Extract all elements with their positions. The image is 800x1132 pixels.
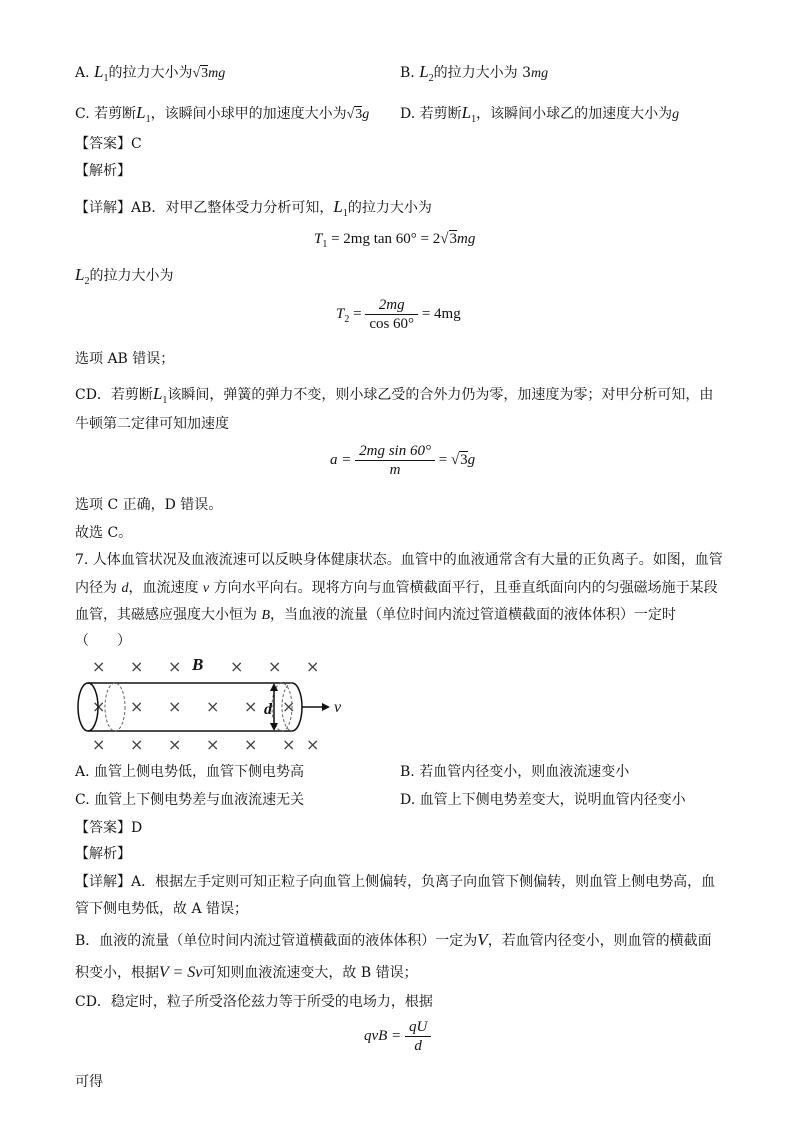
svg-text:×: ×	[92, 735, 106, 754]
magnetic-field-crosses	[92, 657, 319, 754]
q7-line4: （ ）	[75, 633, 131, 649]
svg-text:×: ×	[306, 657, 320, 676]
svg-text:×: ×	[306, 735, 320, 754]
detail-cd-2: 牛顿第二定律可知加速度	[75, 416, 229, 432]
field-label-b: B	[192, 655, 204, 674]
svg-text:×: ×	[168, 697, 182, 716]
kede-text: 可得	[75, 1074, 103, 1090]
q7-answer: 【答案】D	[75, 820, 143, 836]
equation-t1: $T_1 = 2mg$ tan 60° = 2√3mg	[314, 231, 476, 250]
blood-vessel-figure	[70, 652, 340, 754]
velocity-label-v: v	[334, 699, 342, 716]
equation-qvb: qvB = $\frac{qU}{d}$	[364, 1018, 431, 1055]
q7-analysis: 【解析】	[75, 846, 131, 862]
option-b: B. $L_2$的拉力大小为 3mg	[400, 62, 549, 84]
detail-cd: CD．若剪断$L_1$该瞬间，弹簧的弹力不变，则小球乙受的合外力仍为零，加速度为零；对甲分析可知，由	[75, 384, 714, 406]
analysis-label: 【解析】	[75, 163, 131, 179]
q7-detail-b2: 积变小，根据V = Sv可知则血液流速变大，故 B 错误；	[75, 964, 418, 981]
equation-a: a = $\frac{\text{2mg sin 60°}}{m}$ = √3g	[330, 443, 476, 478]
equation-t2: $T_2$ = $\frac{2mg}{\cos 60^\circ}$ = 4mg	[336, 297, 461, 332]
c-right: 选项 C 正确，D 错误。	[75, 497, 223, 513]
svg-text:×: ×	[244, 697, 258, 716]
svg-text:×: ×	[206, 697, 220, 716]
svg-text:×: ×	[168, 735, 182, 754]
svg-text:×: ×	[206, 735, 220, 754]
diameter-label-d: d	[264, 701, 272, 718]
q7-line3: 血管，其磁感应强度大小恒为 B，当血液的流量（单位时间内流过管道横截面的液体体积）一定时	[75, 607, 677, 623]
q7-detail-b1: B．血液的流量（单位时间内流过管道横截面的液体体积）一定为V，若血管内径变小，则血管的横截面	[75, 930, 712, 949]
choose-c: 故选 C。	[75, 525, 133, 541]
answer-label: 【答案】C	[75, 136, 142, 152]
option-c: C. 若剪断$L_1$，该瞬间小球甲的加速度大小为√3g	[75, 103, 370, 125]
q7-detail-a1: 【详解】A．根据左手定则可知正粒子向血管上侧偏转，负离子向血管下侧偏转，则血管上侧电势高，血	[75, 874, 716, 890]
svg-text:×: ×	[282, 697, 296, 716]
svg-text:×: ×	[92, 697, 106, 716]
svg-text:×: ×	[130, 697, 144, 716]
q7-option-a: A. 血管上侧电势低，血管下侧电势高	[75, 764, 305, 780]
svg-text:×: ×	[130, 735, 144, 754]
q7-line1: 7. 人体血管状况及血液流速可以反映身体健康状态。血管中的血液通常含有大量的正负离子。如图，血管	[75, 552, 723, 568]
q7-option-b: B. 若血管内径变小，则血液流速变小	[400, 764, 630, 780]
svg-text:×: ×	[268, 657, 282, 676]
svg-text:×: ×	[244, 735, 258, 754]
q7-option-d: D. 血管上下侧电势差变大，说明血管内径变小	[400, 792, 686, 808]
option-a: A. $L_1$的拉力大小为√3mg	[75, 62, 226, 84]
svg-text:×: ×	[282, 735, 296, 754]
detail-ab: 【详解】AB．对甲乙整体受力分析可知，$L_1$的拉力大小为	[75, 197, 432, 219]
q7-detail-a2: 管下侧电势低，故 A 错误；	[75, 901, 249, 917]
q7-detail-cd: CD．稳定时，粒子所受洛伦兹力等于所受的电场力，根据	[75, 994, 433, 1010]
option-d: D. 若剪断$L_1$，该瞬间小球乙的加速度大小为g	[400, 103, 680, 125]
q7-line2: 内径为 d，血流速度 v 方向水平向右。现将方向与血管横截面平行，且垂直纸面向内的匀强磁场施于某段	[75, 580, 718, 596]
svg-text:×: ×	[92, 657, 106, 676]
ab-wrong: 选项 AB 错误；	[75, 351, 175, 367]
svg-text:×: ×	[130, 657, 144, 676]
q7-option-c: C. 血管上下侧电势差与血液流速无关	[75, 792, 305, 808]
svg-text:×: ×	[230, 657, 244, 676]
l2-text: $L_2$的拉力大小为	[75, 265, 174, 287]
svg-text:×: ×	[168, 657, 182, 676]
